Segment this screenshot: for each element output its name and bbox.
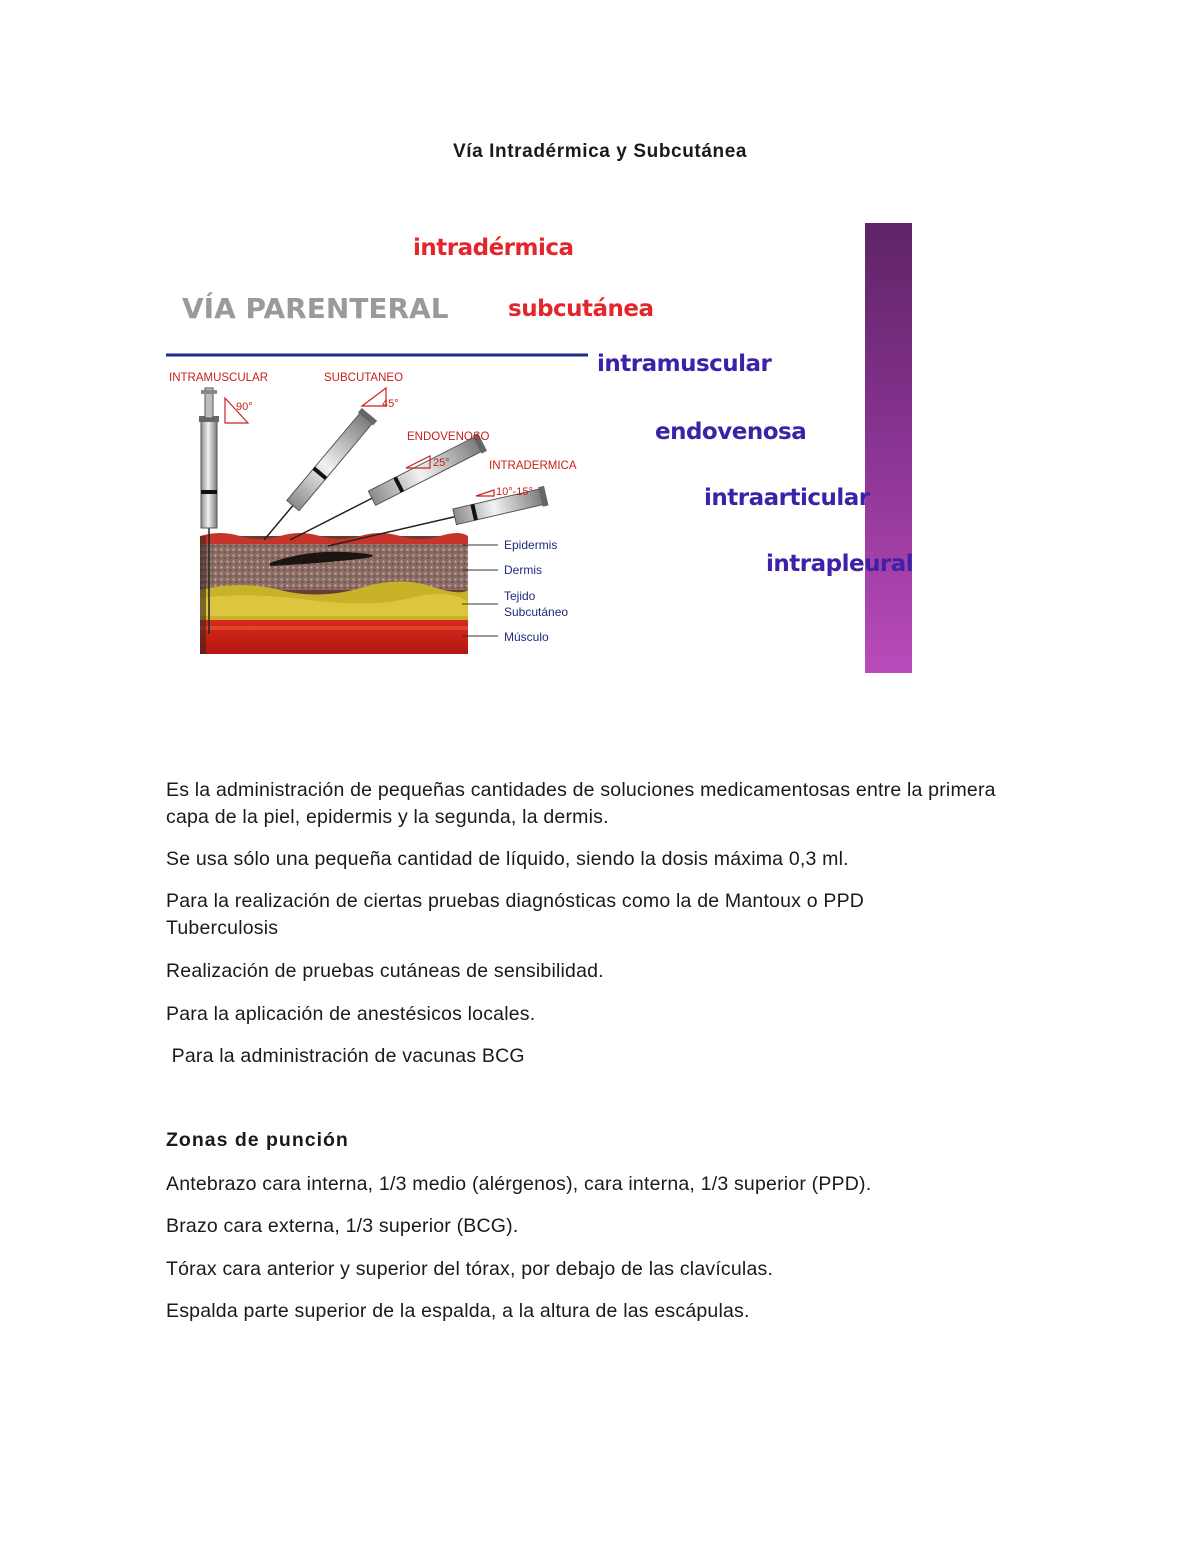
zone-item: Antebrazo cara interna, 1/3 medio (alérgenos), cara interna, 1/3 superior (PPD). — [166, 1173, 872, 1195]
angle-45: 45° — [382, 398, 399, 410]
route-intraarticular: intraarticular — [704, 485, 870, 511]
skin-layers — [200, 533, 468, 654]
paragraph-anesthetics: Para la aplicación de anestésicos locales. — [166, 1003, 536, 1025]
route-subcutanea: subcutánea — [508, 296, 654, 322]
purple-sidebar-bar — [865, 223, 912, 673]
route-endovenosa: endovenosa — [655, 419, 807, 445]
paragraph-dose: Se usa sólo una pequeña cantidad de líquido, siendo la dosis máxima 0,3 ml. — [166, 848, 849, 870]
zones-heading: Zonas de punción — [166, 1129, 349, 1151]
document-title: Vía Intradérmica y Subcutánea — [452, 141, 748, 162]
paragraph-diagnostic: Para la realización de ciertas pruebas diagnósticas como la de Mantoux o PPD Tuberculosis — [166, 890, 865, 939]
parenteral-routes-figure — [160, 218, 920, 678]
route-intradermica: intradérmica — [413, 235, 574, 261]
angle-10-15: 10°-15° — [496, 486, 533, 498]
zone-item: Espalda parte superior de la espalda, a la altura de las escápulas. — [166, 1300, 750, 1322]
via-parenteral-header: VÍA PARENTERAL — [182, 292, 449, 325]
route-intrapleural: intrapleural — [766, 551, 914, 577]
label-endovenoso: ENDOVENOSO — [407, 431, 490, 443]
layer-dermis: Dermis — [504, 563, 542, 577]
injection-diagram — [160, 218, 920, 678]
paragraph-vaccines: Para la administración de vacunas BCG — [166, 1045, 525, 1067]
label-subcutaneo: SUBCUTANEO — [324, 372, 404, 384]
route-intramuscular: intramuscular — [597, 351, 772, 377]
angle-25: 25° — [433, 457, 450, 469]
label-intramuscular: INTRAMUSCULAR — [169, 372, 269, 384]
paragraph-sensitivity: Realización de pruebas cutáneas de sensibilidad. — [166, 960, 604, 982]
zone-item: Brazo cara externa, 1/3 superior (BCG). — [166, 1215, 519, 1237]
layer-tejido: Tejido — [504, 589, 536, 603]
angle-90: 90° — [236, 401, 253, 413]
layer-epidermis: Epidermis — [504, 538, 558, 552]
paragraph-definition: Es la administración de pequeñas cantidades de soluciones medicamentosas entre la primera capa de la piel, epidermis y la segunda, la dermis. — [166, 779, 996, 828]
layer-subcutaneo: Subcutáneo — [504, 605, 569, 619]
layer-musculo: Músculo — [504, 630, 549, 644]
label-intradermica-syringe: INTRADERMICA — [489, 460, 577, 472]
zone-item: Tórax cara anterior y superior del tórax, por debajo de las clavículas. — [166, 1258, 774, 1280]
